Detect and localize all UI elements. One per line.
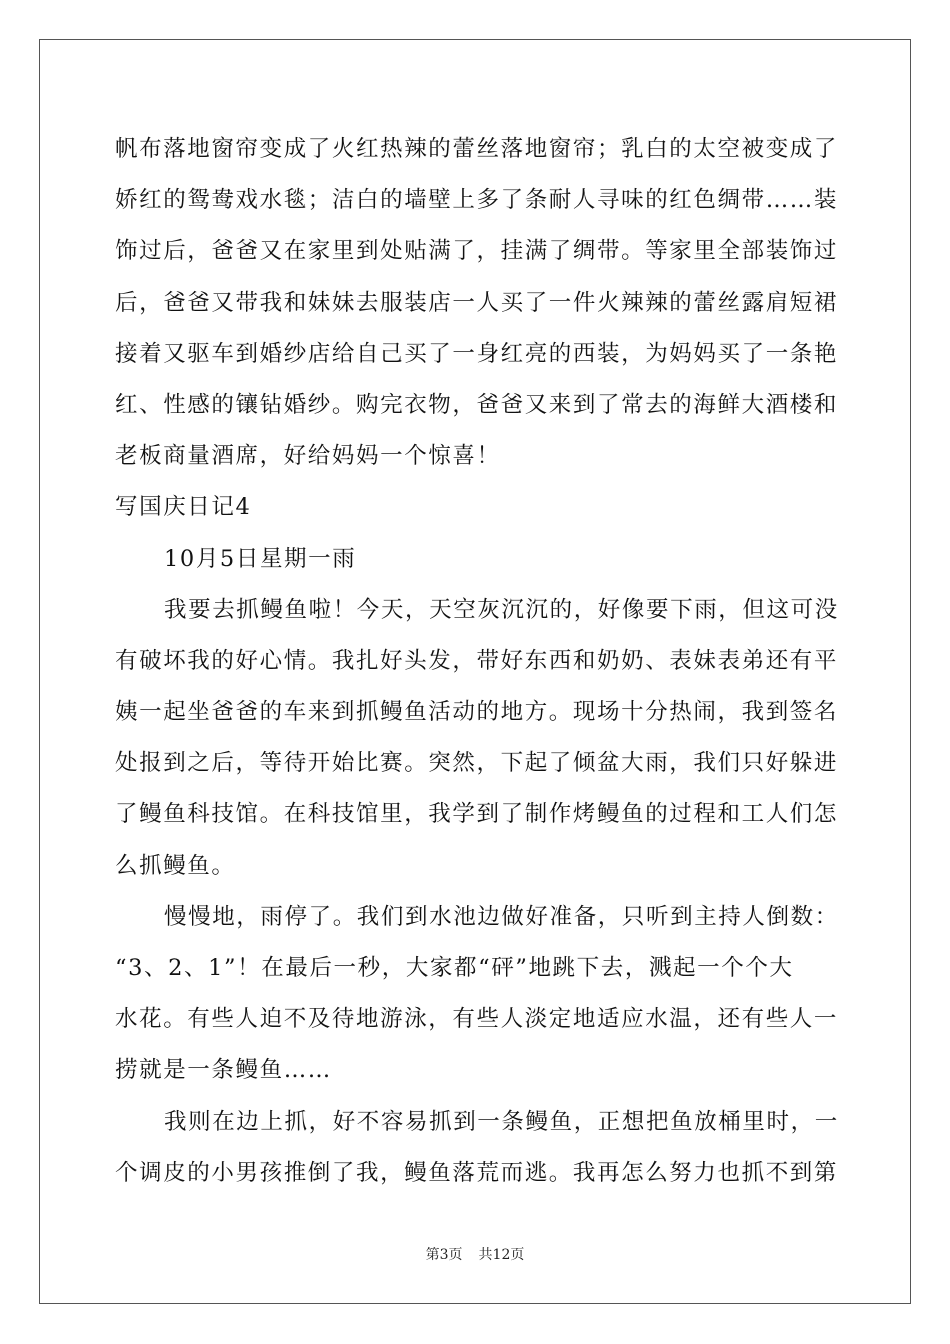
text-line: 饰过后，爸爸又在家里到处贴满了，挂满了绸带。等家里全部装饰过 bbox=[115, 238, 839, 265]
text-line: 红、性感的镶钻婚纱。购完衣物，爸爸又来到了常去的海鲜大酒楼和 bbox=[115, 391, 839, 418]
text-line: 我则在边上抓，好不容易抓到一条鳗鱼，正想把鱼放桶里时，一 bbox=[164, 1108, 839, 1135]
text-line: 娇红的鸳鸯戏水毯；洁白的墙壁上多了条耐人寻味的红色绸带……装 bbox=[115, 187, 839, 214]
paragraph-1 bbox=[115, 124, 839, 482]
text-line: 我要去抓鳗鱼啦！今天，天空灰沉沉的，好像要下雨，但这可没 bbox=[164, 596, 839, 623]
date-line: 10月5日星期一雨 bbox=[164, 545, 357, 572]
text-line: 姨一起坐爸爸的车来到抓鳗鱼活动的地方。现场十分热闹，我到签名 bbox=[115, 699, 839, 726]
text-line: 了鳗鱼科技馆。在科技馆里，我学到了制作烤鳗鱼的过程和工人们怎 bbox=[115, 801, 839, 828]
text-line: 个调皮的小男孩推倒了我，鳗鱼落荒而逃。我再怎么努力也抓不到第 bbox=[115, 1159, 839, 1186]
text-line: 水花。有些人迫不及待地游泳，有些人淡定地适应水温，还有些人一 bbox=[115, 1006, 839, 1033]
paragraph-2 bbox=[115, 585, 839, 892]
text-line: 么抓鳗鱼。 bbox=[115, 852, 236, 879]
page-number: 第3页 bbox=[425, 1247, 463, 1263]
paragraph-3 bbox=[115, 892, 839, 1097]
text-line: 帆布落地窗帘变成了火红热辣的蕾丝落地窗帘；乳白的太空被变成了 bbox=[115, 136, 839, 162]
section-title: 写国庆日记4 bbox=[115, 494, 252, 521]
text-line: 有破坏我的好心情。我扎好头发，带好东西和奶奶、表妹表弟还有平 bbox=[115, 647, 839, 674]
text-line: 慢慢地，雨停了。我们到水池边做好准备，只听到主持人倒数： bbox=[164, 903, 839, 930]
text-line: 捞就是一条鳗鱼…… bbox=[115, 1057, 332, 1084]
document-body bbox=[115, 124, 839, 1199]
text-line: 处报到之后，等待开始比赛。突然，下起了倾盆大雨，我们只好躲进 bbox=[115, 750, 839, 777]
text-line: 接着又驱车到婚纱店给自己买了一身红亮的西装，为妈妈买了一条艳 bbox=[115, 340, 839, 367]
page-total: 共12页 bbox=[478, 1247, 525, 1263]
page-footer bbox=[0, 1244, 950, 1264]
text-line: 后，爸爸又带我和妹妹去服装店一人买了一件火辣辣的蕾丝露肩短裙 bbox=[115, 289, 839, 316]
text-line: 老板商量酒席，好给妈妈一个惊喜！ bbox=[115, 443, 501, 470]
text-line: “3、2、1”！在最后一秒，大家都“砰”地跳下去，溅起一个个大 bbox=[115, 955, 794, 981]
paragraph-4 bbox=[115, 1097, 839, 1199]
